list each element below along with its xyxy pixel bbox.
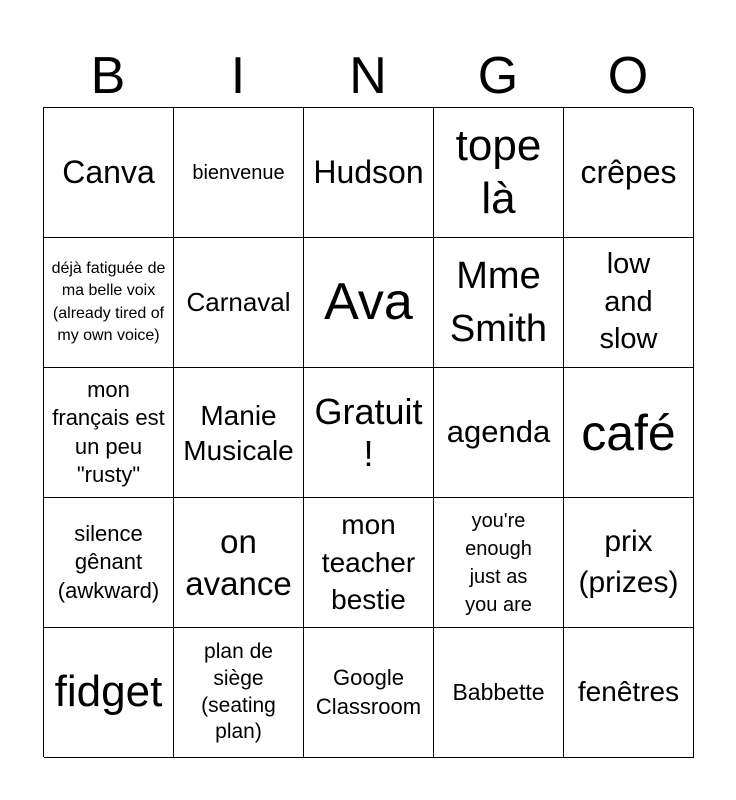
cell-text: Hudson — [313, 153, 424, 190]
cell-text: Gratuit ! — [314, 391, 423, 474]
bingo-cell[interactable] — [44, 368, 174, 498]
bingo-cell[interactable] — [44, 108, 174, 238]
cell-text: agenda — [446, 414, 551, 450]
bingo-cell[interactable] — [564, 628, 694, 758]
bingo-cell[interactable] — [434, 498, 564, 628]
cell-text: mon français est un peu "rusty" — [52, 377, 165, 487]
cell-text: plan de siège (seating plan) — [201, 639, 276, 744]
bingo-cell[interactable] — [304, 368, 434, 498]
bingo-cell[interactable] — [304, 498, 434, 628]
bingo-cell[interactable] — [174, 498, 304, 628]
bingo-cell[interactable] — [174, 628, 304, 758]
bingo-cell[interactable] — [304, 238, 434, 368]
cell-text: silence gênant (awkward) — [57, 521, 160, 603]
cell-text: Canva — [62, 153, 155, 190]
bingo-cell[interactable] — [174, 108, 304, 238]
cell-text: café — [581, 404, 676, 461]
bingo-cell[interactable] — [44, 498, 174, 628]
bingo-cell[interactable] — [564, 238, 694, 368]
bingo-cell[interactable] — [174, 238, 304, 368]
cell-text: low and slow — [599, 247, 658, 356]
bingo-cell[interactable] — [174, 368, 304, 498]
cell-text: bienvenue — [192, 161, 285, 184]
bingo-cell[interactable] — [434, 238, 564, 368]
cell-text: you're enough just as you are — [465, 509, 532, 616]
bingo-cell[interactable] — [564, 368, 694, 498]
cell-text: on avance — [185, 523, 292, 602]
bingo-cell[interactable] — [304, 108, 434, 238]
bingo-cell[interactable] — [44, 628, 174, 758]
cell-text: crêpes — [580, 153, 677, 190]
header-letter-g: G — [477, 47, 519, 105]
cell-text: Carnaval — [186, 286, 291, 317]
cell-text: déjà fatiguée de ma belle voix (already tired of my own voice) — [51, 259, 166, 344]
cell-text: fidget — [54, 667, 163, 717]
cell-text: Google Classroom — [315, 665, 422, 719]
cell-text: Ava — [324, 273, 413, 332]
bingo-board — [43, 107, 693, 757]
cell-text: Mme Smith — [449, 255, 548, 350]
header-letter-n: N — [349, 47, 387, 105]
header-letter-o: O — [607, 47, 649, 105]
cell-text: Babbette — [452, 678, 545, 705]
bingo-cell[interactable] — [434, 628, 564, 758]
bingo-header — [43, 44, 693, 108]
cell-text: fenêtres — [577, 676, 680, 708]
bingo-cell[interactable] — [434, 108, 564, 238]
cell-text: tope là — [455, 120, 542, 223]
cell-text: mon teacher bestie — [321, 508, 416, 616]
header-letter-b: B — [90, 47, 126, 105]
bingo-cell[interactable] — [564, 108, 694, 238]
header-letter-i: I — [230, 47, 246, 105]
cell-text: Manie Musicale — [183, 399, 294, 466]
bingo-cell[interactable] — [44, 238, 174, 368]
bingo-cell[interactable] — [434, 368, 564, 498]
bingo-cell[interactable] — [304, 628, 434, 758]
bingo-cell[interactable] — [564, 498, 694, 628]
cell-text: prix (prizes) — [578, 525, 679, 599]
